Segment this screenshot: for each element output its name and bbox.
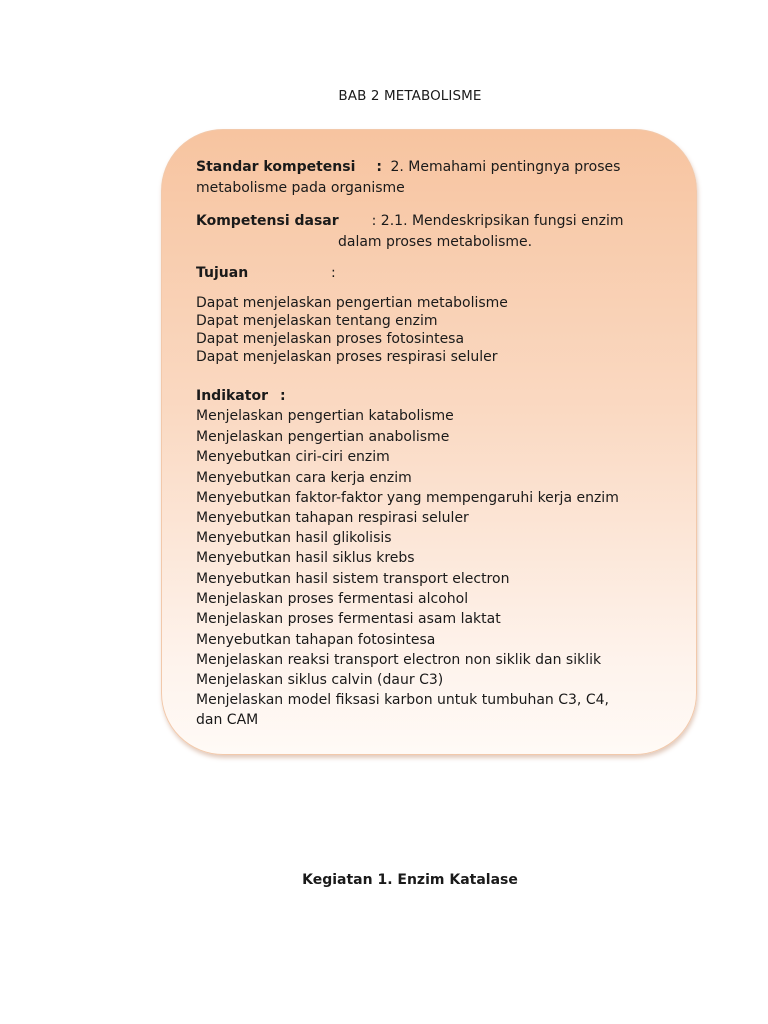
standar-kompetensi-row [196,158,620,176]
indikator-item: Menyebutkan tahapan respirasi seluler [196,510,469,526]
kompetensi-dasar-label: Kompetensi dasar [196,213,339,229]
indikator-item: Menyebutkan tahapan fotosintesa [196,632,436,648]
tujuan-item: Dapat menjelaskan proses respirasi seluler [196,349,498,365]
indikator-item: Menjelaskan siklus calvin (daur C3) [196,672,444,688]
tujuan-label: Tujuan [196,265,249,281]
indikator-item: Menyebutkan hasil sistem transport electron [196,571,510,587]
indikator-item: Menjelaskan reaksi transport electron non siklik dan siklik [196,652,602,668]
indikator-item: Menyebutkan faktor-faktor yang mempengaruhi kerja enzim [196,490,619,506]
tujuan-item: Dapat menjelaskan pengertian metabolisme [196,295,508,311]
indikator-item: Menyebutkan hasil siklus krebs [196,550,415,566]
indikator-heading [196,387,286,405]
indikator-item: dan CAM [196,712,259,728]
tujuan-item: Dapat menjelaskan proses fotosintesa [196,331,465,347]
indikator-item: Menyebutkan ciri-ciri enzim [196,449,390,465]
kompetensi-dasar-text-cont: dalam proses metabolisme. [338,234,533,250]
indikator-item: Menjelaskan proses fermentasi asam laktat [196,611,501,627]
indikator-item: Menjelaskan proses fermentasi alcohol [196,591,469,607]
tujuan-colon: : [331,265,336,281]
standar-kompetensi-label: Standar kompetensi [196,159,356,175]
indikator-label: Indikator [196,388,268,404]
activity-title: Kegiatan 1. Enzim Katalase [302,872,518,888]
kompetensi-dasar-text: : 2.1. Mendeskripsikan fungsi enzim [371,213,624,229]
tujuan-item: Dapat menjelaskan tentang enzim [196,313,438,329]
indikator-item: Menjelaskan pengertian anabolisme [196,429,450,445]
standar-kompetensi-colon: : [376,159,382,175]
kompetensi-dasar-row [196,212,623,230]
standar-kompetensi-text-cont: metabolisme pada organisme [196,180,405,196]
chapter-title: BAB 2 METABOLISME [338,88,482,104]
indikator-item: Menjelaskan model fiksasi karbon untuk tumbuhan C3, C4, [196,692,609,708]
indikator-item: Menjelaskan pengertian katabolisme [196,408,454,424]
standar-kompetensi-text: 2. Memahami pentingnya proses [390,159,621,175]
indikator-colon: : [279,388,286,404]
indikator-item: Menyebutkan cara kerja enzim [196,470,412,486]
indikator-item: Menyebutkan hasil glikolisis [196,530,392,546]
